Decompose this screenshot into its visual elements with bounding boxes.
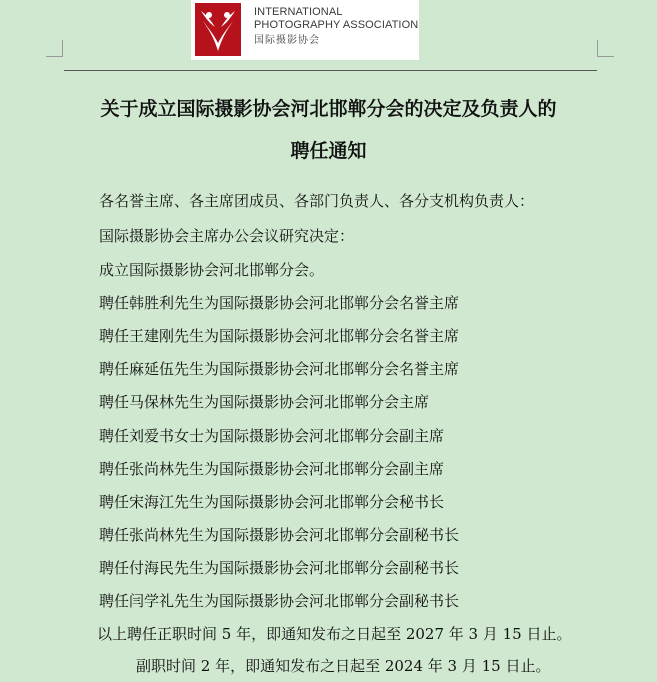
appointment-line: 聘任王建刚先生为国际摄影协会河北邯郸分会名誉主席 <box>99 327 460 345</box>
appointment-line: 聘任宋海江先生为国际摄影协会河北邯郸分会秘书长 <box>99 493 445 511</box>
document-title-line-2: 聘任通知 <box>290 140 367 162</box>
page-corner-mark-left <box>46 40 63 57</box>
salutation: 各名誉主席、各主席团成员、各部门负责人、各分支机构负责人： <box>99 192 535 210</box>
logo-mark-icon <box>195 3 241 56</box>
paragraph-establish: 成立国际摄影协会河北邯郸分会。 <box>99 261 325 279</box>
appointment-line: 聘任闫学礼先生为国际摄影协会河北邯郸分会副秘书长 <box>99 592 460 610</box>
association-logo <box>191 0 419 60</box>
appointment-line: 聘任马保林先生为国际摄影协会河北邯郸分会主席 <box>99 393 430 411</box>
logo-wordmark <box>254 6 418 47</box>
appointment-line: 聘任麻延伍先生为国际摄影协会河北邯郸分会名誉主席 <box>99 360 460 378</box>
term-note-deputy: 副职时间 2 年，即通知发布之日起至 2024 年 3 月 15 日止。 <box>136 657 551 675</box>
logo-line-2: PHOTOGRAPHY ASSOCIATION <box>254 19 419 31</box>
appointment-line: 聘任韩胜利先生为国际摄影协会河北邯郸分会名誉主席 <box>99 294 460 312</box>
appointment-line: 聘任刘爱书女士为国际摄影协会河北邯郸分会副主席 <box>99 427 445 445</box>
logo-line-3: 国际摄影协会 <box>254 35 320 46</box>
header-divider <box>64 70 597 71</box>
appointment-line: 聘任付海民先生为国际摄影协会河北邯郸分会副秘书长 <box>99 559 460 577</box>
document-title-line-1: 关于成立国际摄影协会河北邯郸分会的决定及负责人的 <box>100 98 557 120</box>
appointment-line: 聘任张尚林先生为国际摄影协会河北邯郸分会副秘书长 <box>99 526 460 544</box>
logo-line-1: INTERNATIONAL <box>254 6 343 18</box>
term-note-principal: 以上聘任正职时间 5 年，即通知发布之日起至 2027 年 3 月 15 日止。 <box>97 625 572 643</box>
appointment-line: 聘任张尚林先生为国际摄影协会河北邯郸分会副主席 <box>99 460 445 478</box>
paragraph-decision: 国际摄影协会主席办公会议研究决定： <box>99 227 355 245</box>
page-corner-mark-right <box>597 40 614 57</box>
